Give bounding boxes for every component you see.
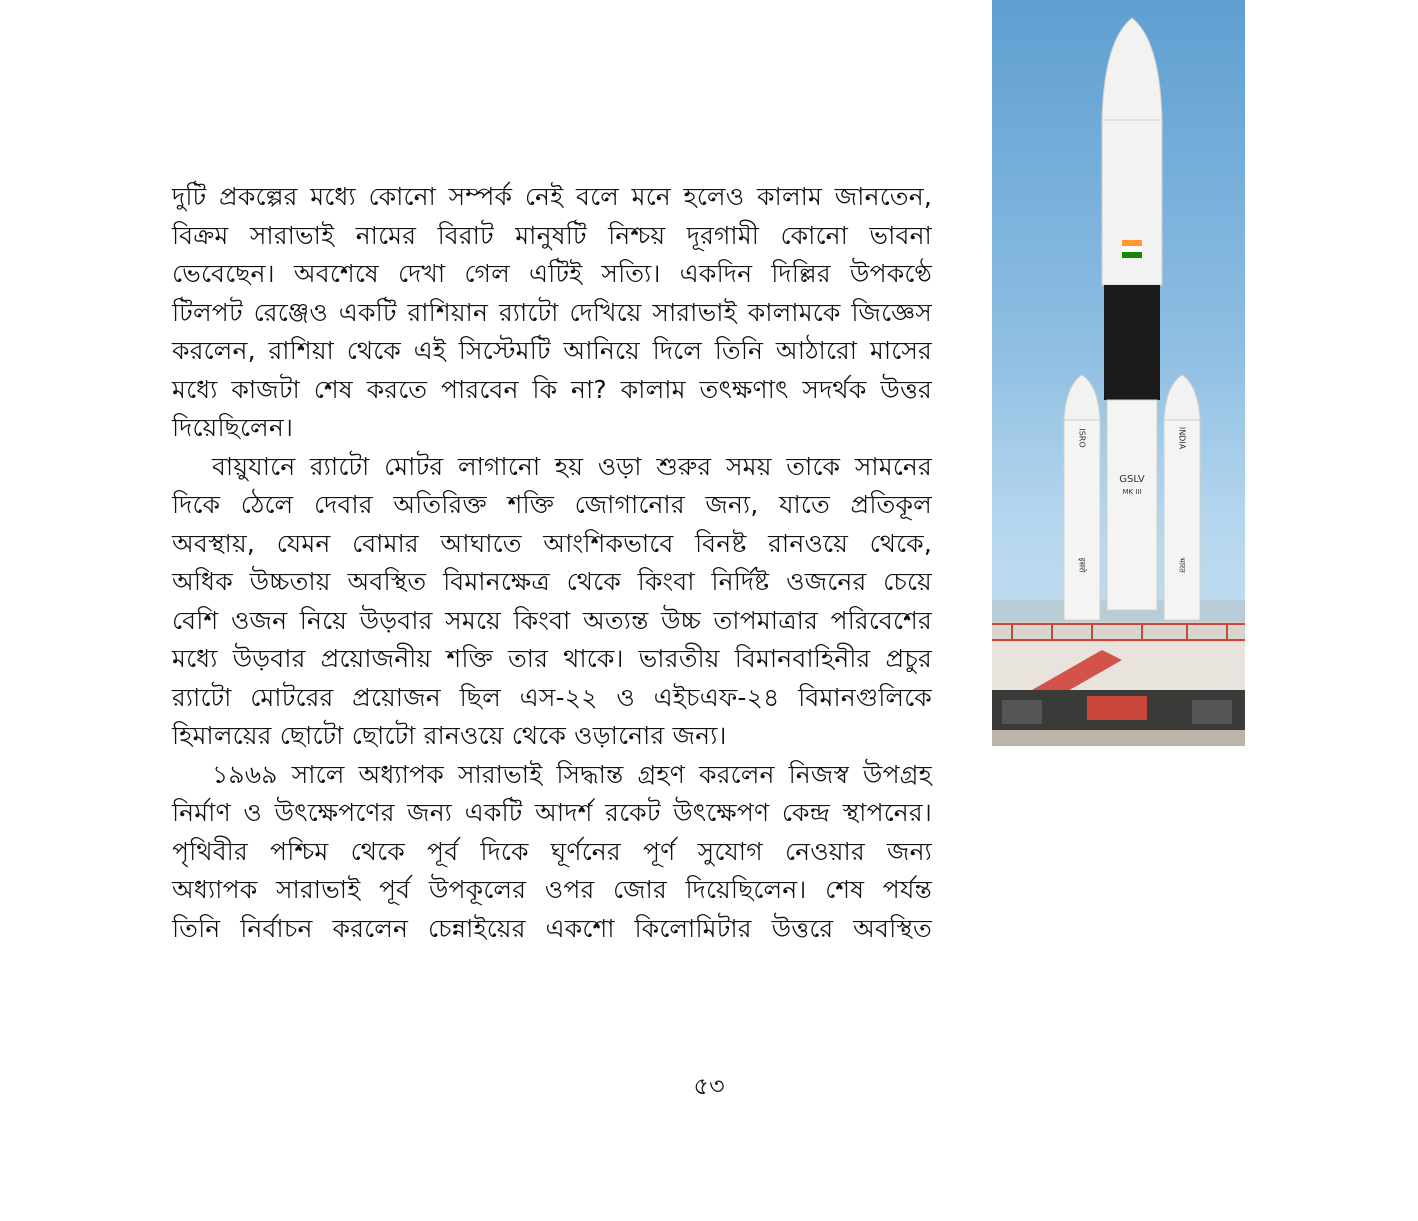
mk-label: MK III <box>1122 488 1142 496</box>
text-line: দিকে ঠেলে দেবার অতিরিক্ত শক্তি জোগানোর জন্য, যাতে প্রতিকূল <box>172 490 932 519</box>
text-line: পৃথিবীর পশ্চিম থেকে পূর্ব দিকে ঘূর্ণনের পূর্ণ সুযোগ নেওয়ার জন্য <box>172 836 932 866</box>
rocket-photo <box>992 0 1245 746</box>
right-booster-nose <box>1164 375 1200 420</box>
isro-hindi-label: इसरो <box>1077 557 1087 573</box>
text-line: হিমালয়ের ছোটো ছোটো রানওয়ে থেকে ওড়ানোর জন্য। <box>172 721 727 750</box>
text-line: মধ্যে উড়বার প্রয়োজনীয় শক্তি তার থাকে। ভারতীয় বিমানবাহিনীর প্রচুর <box>172 644 932 673</box>
upper-stage <box>1102 120 1162 285</box>
isro-label: ISRO <box>1077 428 1087 448</box>
platform-panel <box>1087 696 1147 720</box>
india-label: INDIA <box>1177 426 1187 450</box>
rocket-illustration <box>992 0 1245 746</box>
text-line: অবস্থায়, যেমন বোমার আঘাতে আংশিকভাবে বিনষ্ট রানওয়ে থেকে, <box>172 528 932 558</box>
text-line: অধ্যাপক সারাভাই পূর্ব উপকূলের ওপর জোর দিয়েছিলেন। শেষ পর্যন্ত <box>172 875 932 904</box>
payload-fairing <box>1102 18 1162 120</box>
text-line: নির্মাণ ও উৎক্ষেপণের জন্য একটি আদর্শ রকেট উৎক্ষেপণ কেন্দ্র স্থাপনের। <box>172 798 932 827</box>
gslv-label: GSLV <box>1119 474 1145 485</box>
text-line: করলেন, রাশিয়া থেকে এই সিস্টেমটি আনিয়ে দিলে তিনি আঠারো মাসের <box>172 336 932 365</box>
text-line: টিলপট রেঞ্জেও একটি রাশিয়ান র‍্যাটো দেখিয়ে সারাভাই কালামকে জিজ্ঞেস <box>172 297 932 327</box>
page-number: ৫৩ <box>693 1072 725 1100</box>
paragraph-3 <box>172 756 932 949</box>
text-line: অধিক উচ্চতায় অবস্থিত বিমানক্ষেত্র থেকে কিংবা নির্দিষ্ট ওজনের চেয়ে <box>172 567 932 596</box>
text-line: দুটি প্রকল্পের মধ্যে কোনো সম্পর্ক নেই বলে মনে হলেও কালাম জানতেন, <box>172 182 932 211</box>
flag-white <box>1122 246 1142 252</box>
text-line: বিক্রম সারাভাই নামের বিরাট মানুষটি নিশ্চয় দূরগামী কোনো ভাবনা <box>172 220 932 250</box>
text-line: মধ্যে কাজটা শেষ করতে পারবেন কি না? কালাম তৎক্ষণাৎ সদর্থক উত্তর <box>172 374 932 404</box>
text-line: দিয়েছিলেন। <box>172 413 294 442</box>
text-line: ১৯৬৯ সালে অধ্যাপক সারাভাই সিদ্ধান্ত গ্রহণ করলেন নিজস্ব উপগ্রহ <box>212 759 932 789</box>
black-band <box>1104 285 1160 400</box>
text-line: বেশি ওজন নিয়ে উড়বার সময়ে কিংবা অত্যন্ত উচ্চ তাপমাত্রার পরিবেশের <box>172 605 932 635</box>
left-booster-nose <box>1064 375 1100 420</box>
text-line: ভেবেছেন। অবশেষে দেখা গেল এটিই সত্যি। একদিন দিল্লির উপকণ্ঠে <box>172 259 932 288</box>
right-booster-body <box>1164 420 1200 620</box>
core-stage <box>1107 400 1157 610</box>
text-line: তিনি নির্বাচন করলেন চেন্নাইয়ের একশো কিলোমিটার উত্তরে অবস্থিত <box>172 913 932 943</box>
paragraph-1 <box>172 178 932 448</box>
text-line: বায়ুযানে র‍্যাটো মোটর লাগানো হয় ওড়া শুরুর সময় তাকে সামনের <box>212 451 932 481</box>
india-hindi-label: भारत <box>1177 557 1187 573</box>
flag-green <box>1122 252 1142 258</box>
platform-body <box>992 642 1245 690</box>
paragraph-2 <box>172 448 932 756</box>
flag-saffron <box>1122 240 1142 246</box>
text-line: র‍্যাটো মোটরের প্রয়োজন ছিল এস-২২ ও এইচএফ-২৪ বিমানগুলিকে <box>172 682 932 712</box>
page-text <box>172 178 932 948</box>
left-booster-body <box>1064 420 1100 620</box>
